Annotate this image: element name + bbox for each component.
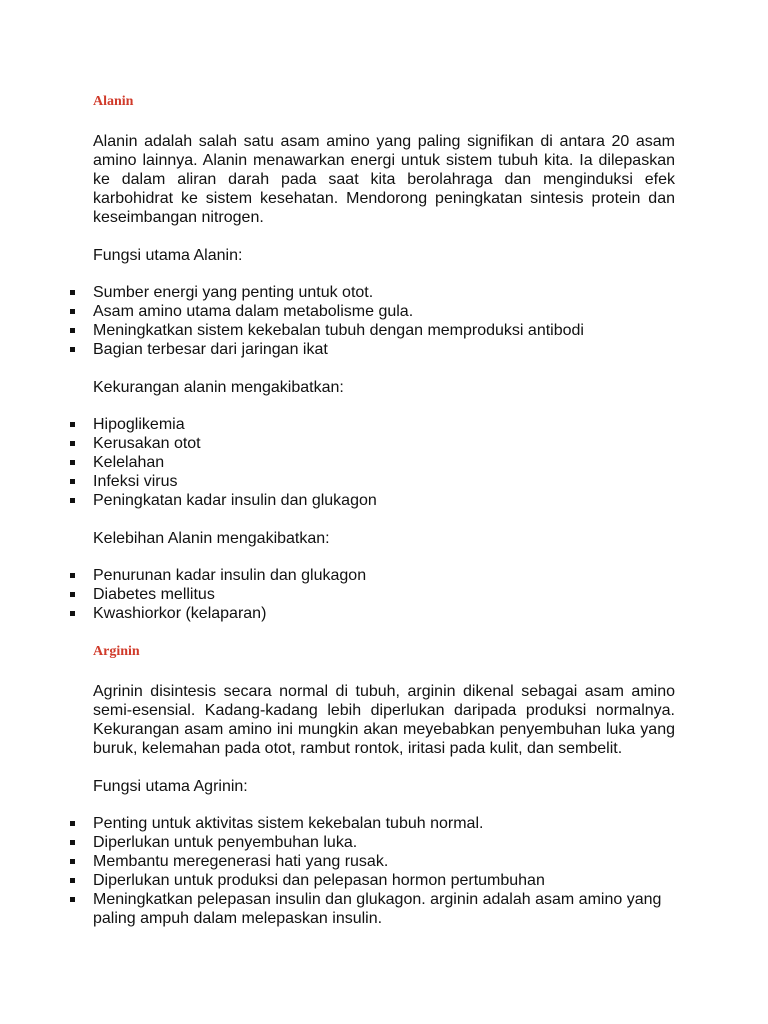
list-item: Sumber energi yang penting untuk otot. [93, 283, 675, 302]
list-item: Diperlukan untuk penyembuhan luka. [93, 833, 675, 852]
bullet-square-icon [70, 479, 75, 484]
list-item: Meningkatkan sistem kekebalan tubuh dengan memproduksi antibodi [93, 321, 675, 340]
list-item: Diperlukan untuk produksi dan pelepasan hormon pertumbuhan [93, 871, 675, 890]
list-item: Kwashiorkor (kelaparan) [93, 604, 675, 623]
list-item: Hipoglikemia [93, 415, 675, 434]
bullet-square-icon [70, 441, 75, 446]
arginin-functions-list [93, 814, 675, 928]
bullet-square-icon [70, 498, 75, 503]
alanin-deficiency-list [93, 415, 675, 510]
bullet-square-icon [70, 573, 75, 578]
section-title-arginin: Arginin [93, 644, 140, 659]
alanin-functions-heading: Fungsi utama Alanin: [93, 247, 243, 264]
bullet-square-icon [70, 611, 75, 616]
bullet-square-icon [70, 347, 75, 352]
bullet-square-icon [70, 309, 75, 314]
alanin-excess-heading: Kelebihan Alanin mengakibatkan: [93, 530, 330, 547]
list-item: Penting untuk aktivitas sistem kekebalan tubuh normal. [93, 814, 675, 833]
list-item: Infeksi virus [93, 472, 675, 491]
bullet-square-icon [70, 897, 75, 902]
arginin-intro-paragraph: Agrinin disintesis secara normal di tubuh, arginin dikenal sebagai asam amino semi-esensial. Kadang-kadang lebih diperlukan daripada produksi normalnya. Kekurangan asam amino ini mungkin akan meyebabkan penyembuhan luka yang buruk, kelemahan pada otot, rambut rontok, iritasi pada kulit, dan sembelit. [93, 683, 675, 757]
bullet-square-icon [70, 878, 75, 883]
bullet-square-icon [70, 592, 75, 597]
bullet-square-icon [70, 290, 75, 295]
alanin-functions-list [93, 283, 675, 359]
alanin-deficiency-heading: Kekurangan alanin mengakibatkan: [93, 379, 344, 396]
alanin-intro-paragraph: Alanin adalah salah satu asam amino yang paling signifikan di antara 20 asam amino lainnya. Alanin menawarkan energi untuk sistem tubuh kita. Ia dilepaskan ke dalam aliran darah pada saat kita berolahraga dan menginduksi efek karbohidrat ke sistem kesehatan. Mendorong peningkatan sintesis protein dan keseimbangan nitrogen. [93, 133, 675, 226]
bullet-square-icon [70, 859, 75, 864]
list-item: Meningkatkan pelepasan insulin dan glukagon. arginin adalah asam amino yang paling ampuh dalam melepaskan insulin. [93, 890, 675, 928]
list-item: Membantu meregenerasi hati yang rusak. [93, 852, 675, 871]
document-page [93, 92, 675, 928]
bullet-square-icon [70, 840, 75, 845]
bullet-square-icon [70, 422, 75, 427]
list-item: Kerusakan otot [93, 434, 675, 453]
list-item: Asam amino utama dalam metabolisme gula. [93, 302, 675, 321]
section-title-alanin: Alanin [93, 94, 134, 109]
list-item: Bagian terbesar dari jaringan ikat [93, 340, 675, 359]
list-item: Diabetes mellitus [93, 585, 675, 604]
list-item: Penurunan kadar insulin dan glukagon [93, 566, 675, 585]
bullet-square-icon [70, 460, 75, 465]
bullet-square-icon [70, 328, 75, 333]
alanin-excess-list [93, 566, 675, 623]
list-item: Kelelahan [93, 453, 675, 472]
arginin-functions-heading: Fungsi utama Agrinin: [93, 778, 248, 795]
list-item: Peningkatan kadar insulin dan glukagon [93, 491, 675, 510]
bullet-square-icon [70, 821, 75, 826]
